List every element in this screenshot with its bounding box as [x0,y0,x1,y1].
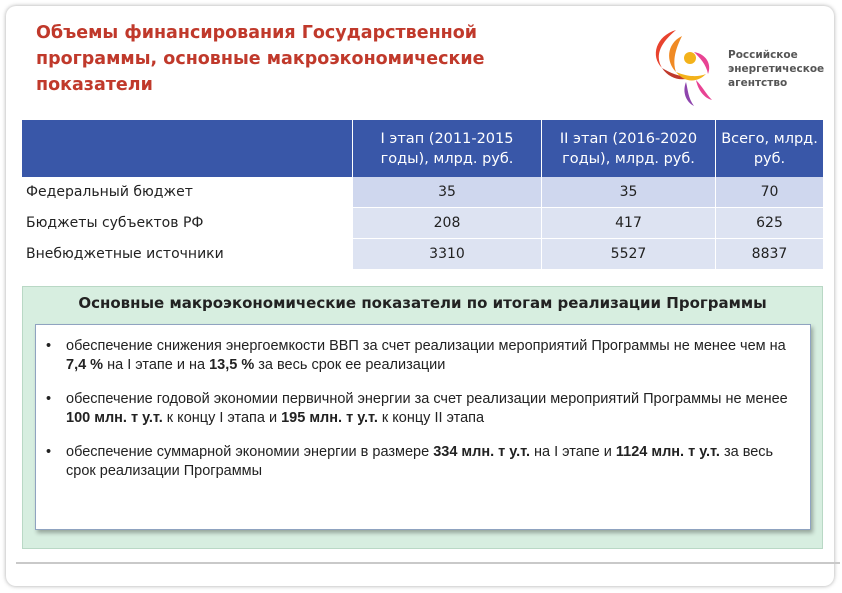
cell-value: 35 [353,177,542,208]
cell-value: 417 [542,208,716,239]
bullet-text: на I этапе и [529,444,616,460]
table-header-stage2: II этап (2016-2020 годы), млрд. руб. [542,120,716,177]
bullet-text: за весь срок ее реализации [254,357,446,373]
bullet-value: 195 млн. т у.т. [281,410,378,426]
page-title: Объемы финансирования Государственной программы, основные макроэкономические показатели [36,23,485,95]
indicator-list [44,337,804,496]
table-header-total: Всего, млрд. руб. [716,120,824,177]
bullet-text: на I этапе и на [103,357,210,373]
macro-indicators-panel [22,286,823,549]
cell-value: 3310 [353,239,542,270]
footer-divider [16,562,840,564]
bullet-text: к концу II этапа [377,410,485,426]
logo-line-2: энергетическое [728,63,825,75]
cell-value: 8837 [716,239,824,270]
logo-line-1: Российское [728,49,798,61]
logo-line-3: агентство [728,77,788,89]
logo [636,22,826,110]
list-item [44,337,804,375]
bullet-text: за весь срок реализации Программы [66,444,774,479]
cell-value: 35 [542,177,716,208]
table-row [22,239,823,270]
table-header-stage1: I этап (2011-2015 годы), млрд. руб. [353,120,542,177]
row-label: Федеральный бюджет [22,177,353,208]
table-header-row [22,120,823,177]
cell-value: 5527 [542,239,716,270]
financing-table [22,120,823,270]
bullet-text: к концу I этапа и [162,410,282,426]
table-corner-cell [22,120,353,177]
bullet-value: 13,5 % [209,357,255,373]
list-item [44,390,804,428]
macro-indicators-title: Основные макроэкономические показатели по итогам реализации Программы [78,294,767,312]
logo-text [728,48,824,90]
cell-value: 208 [353,208,542,239]
bullet-value: 7,4 % [66,357,104,373]
table-row [22,208,823,239]
bullet-text: обеспечение суммарной экономии энергии в размере [66,444,434,460]
table-row [22,177,823,208]
cell-value: 70 [716,177,824,208]
phoenix-logo-icon [636,22,726,110]
macro-indicators-box [35,324,811,530]
cell-value: 625 [716,208,824,239]
bullet-value: 334 млн. т у.т. [433,444,530,460]
row-label: Внебюджетные источники [22,239,353,270]
bullet-value: 100 млн. т у.т. [66,410,163,426]
bullet-text: обеспечение годовой экономии первичной энергии за счет реализации мероприятий Программы не менее [66,391,788,407]
bullet-value: 1124 млн. т у.т. [615,444,720,460]
bullet-icon: • [46,391,52,407]
list-item [44,443,804,481]
row-label: Бюджеты субъектов РФ [22,208,353,239]
bullet-text: обеспечение снижения энергоемкости ВВП за счет реализации мероприятий Программы не менее чем на [66,338,786,354]
bullet-icon: • [46,444,52,460]
bullet-icon: • [46,338,52,354]
